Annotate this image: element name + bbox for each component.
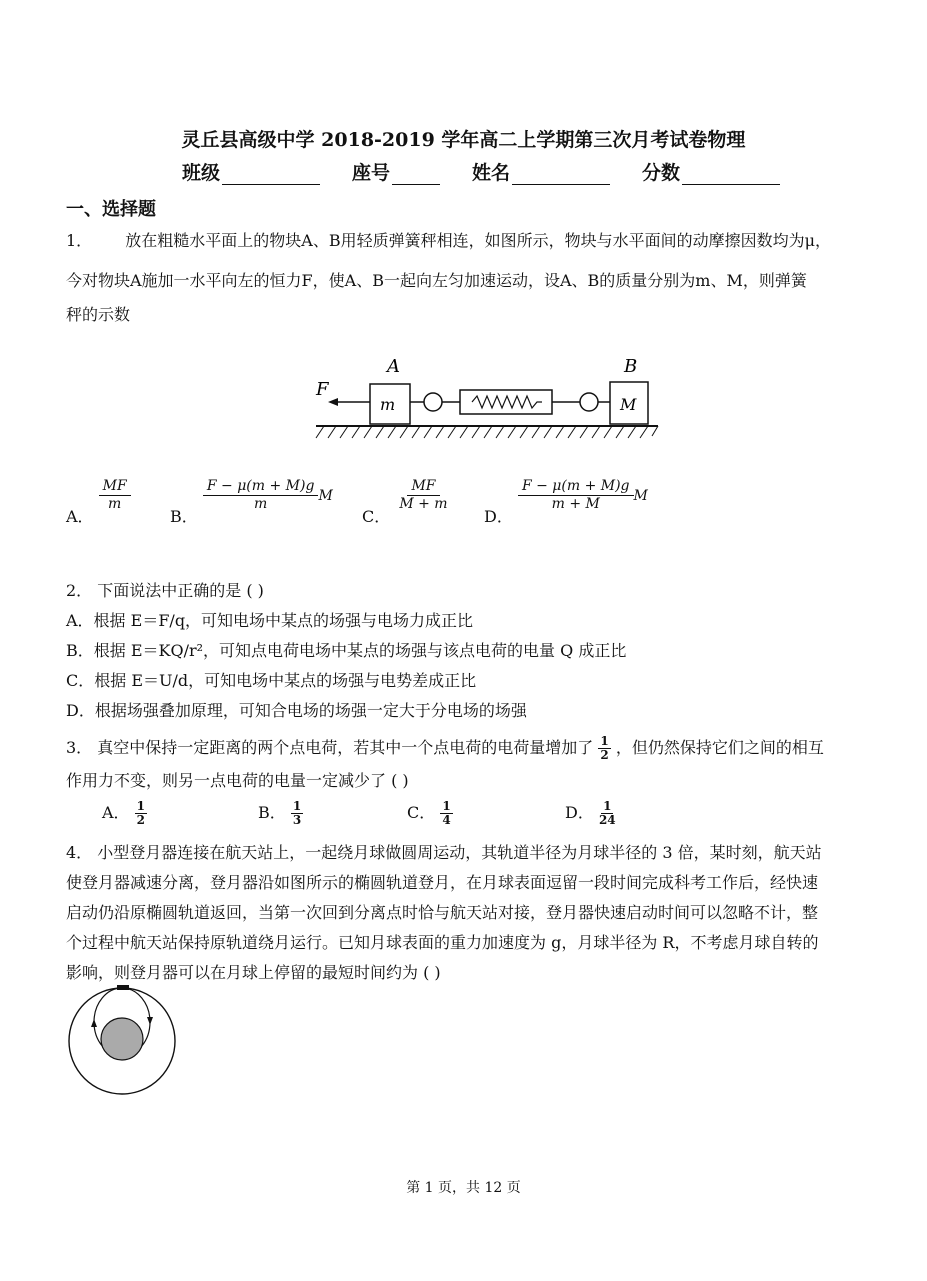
name-label: 姓名 xyxy=(472,162,511,184)
q2-option-b[interactable]: B．根据 E＝KQ/r²，可知点电荷电场中某点的场强与该点电荷的电量 Q 成正比 xyxy=(66,641,627,660)
frac-den: 2 xyxy=(136,813,146,827)
frac-den: m + M xyxy=(551,496,600,512)
q3-line1 xyxy=(66,735,824,762)
q2-option-c[interactable]: C．根据 E＝U/d，可知电场中某点的场强与电势差成正比 xyxy=(66,671,477,690)
orbit-arrow-right xyxy=(147,1017,153,1025)
q3-option-d-label: D． xyxy=(565,803,594,822)
name-field xyxy=(472,158,610,185)
q1-option-c-label: C． xyxy=(362,507,391,526)
fig-label-a: A xyxy=(387,356,400,377)
q1-spring-figure xyxy=(312,352,664,448)
frac-num: 1 xyxy=(136,799,146,813)
q3-stem-fraction xyxy=(598,735,610,762)
orbit-arrow-left xyxy=(91,1019,97,1027)
ground-hatching xyxy=(316,426,658,438)
q1-option-d-label: D． xyxy=(484,507,513,526)
class-field xyxy=(182,158,320,185)
name-blank[interactable] xyxy=(512,164,610,185)
q4-line5: 影响，则登月器可以在月球上停留的最短时间约为 ( ) xyxy=(66,963,441,982)
q1-option-d-fraction xyxy=(518,478,634,513)
q1-option-b[interactable] xyxy=(170,478,333,526)
frac-den: m xyxy=(108,496,122,512)
moon xyxy=(101,1018,143,1060)
q3-stem-before: 3． 真空中保持一定距离的两个点电荷，若其中一个点电荷的电荷量增加了 xyxy=(66,738,594,757)
hook-right xyxy=(580,393,598,411)
q1-option-c-fraction xyxy=(395,478,451,513)
frac-num: F − μ(m + M)g xyxy=(518,478,634,496)
fig-label-b: B xyxy=(624,356,638,377)
q3-option-d-fraction xyxy=(599,800,616,827)
frac-den: 24 xyxy=(598,813,616,827)
q1-number: 1． xyxy=(66,231,93,250)
q3-option-c-label: C． xyxy=(407,803,436,822)
space-station xyxy=(117,985,129,990)
q1-option-a-fraction xyxy=(99,478,131,513)
q1-line1 xyxy=(66,228,831,251)
q2-option-a[interactable]: A．根据 E＝F/q，可知电场中某点的场强与电场力成正比 xyxy=(66,611,474,630)
q3-option-a[interactable] xyxy=(102,800,147,827)
q1-option-d-suffix: M xyxy=(633,488,648,504)
frac-num: MF xyxy=(99,478,131,496)
spring-coil xyxy=(472,396,542,408)
frac-num: 1 xyxy=(442,799,451,813)
score-field xyxy=(642,158,780,185)
seat-blank[interactable] xyxy=(392,164,440,185)
frac-den: 3 xyxy=(292,813,302,827)
frac-num: MF xyxy=(407,478,439,496)
q3-stem-after: ，但仍然保持它们之间的相互 xyxy=(615,738,824,757)
q1-option-b-label: B． xyxy=(170,507,198,526)
q4-line1: 4． 小型登月器连接在航天站上，一起绕月球做圆周运动，其轨道半径为月球半径的 3 倍，某时刻，航天站 xyxy=(66,843,822,862)
q3-option-b-label: B． xyxy=(258,803,286,822)
seat-field xyxy=(352,158,440,185)
frac-num: 1 xyxy=(292,799,302,813)
seat-label: 座号 xyxy=(352,162,391,184)
q1-option-b-fraction xyxy=(203,478,319,513)
page-footer: 第 1 页，共 12 页 xyxy=(406,1180,521,1196)
q1-option-d[interactable] xyxy=(484,478,648,526)
q3-option-a-label: A． xyxy=(102,803,130,822)
q3-line2: 作用力不变，则另一点电荷的电量一定减少了 ( ) xyxy=(66,771,409,790)
q4-orbit-figure xyxy=(64,985,180,1097)
frac-den: 2 xyxy=(600,748,609,762)
fig-label-f: F xyxy=(316,379,329,400)
q1-line3: 秤的示数 xyxy=(66,305,131,324)
q3-option-b[interactable] xyxy=(258,800,303,827)
q3-option-a-fraction xyxy=(135,800,147,827)
frac-num: F − μ(m + M)g xyxy=(203,478,319,496)
frac-den: 4 xyxy=(442,813,451,827)
q4-line4: 个过程中航天站保持原轨道绕月运行。已知月球表面的重力加速度为 g，月球半径为 R，不考虑月球自转的 xyxy=(66,933,819,952)
q3-option-c-fraction xyxy=(440,800,452,827)
class-label: 班级 xyxy=(182,162,221,184)
frac-num: 1 xyxy=(603,799,612,813)
q1-option-c[interactable] xyxy=(362,478,452,526)
frac-den: M + m xyxy=(399,496,448,512)
q2-stem: 2． 下面说法中正确的是 ( ) xyxy=(66,581,264,600)
q4-line2: 使登月器减速分离，登月器沿如图所示的椭圆轨道登月，在月球表面逗留一段时间完成科考工作后，经快速 xyxy=(66,873,819,892)
q1-text1: 放在粗糙水平面上的物块A、B用轻质弹簧秤相连，如图所示，物块与水平面间的动摩擦因数均为μ， xyxy=(125,231,831,250)
hook-left xyxy=(424,393,442,411)
frac-num: 1 xyxy=(600,734,609,748)
q1-option-a[interactable] xyxy=(66,478,131,526)
frac-den: m xyxy=(254,496,268,512)
force-arrow-head xyxy=(328,398,338,406)
score-label: 分数 xyxy=(642,162,681,184)
q3-option-b-fraction xyxy=(291,800,303,827)
q1-option-b-suffix: M xyxy=(318,488,333,504)
q3-option-c[interactable] xyxy=(407,800,453,827)
block-b-mass: M xyxy=(620,395,637,414)
section-heading: 一、选择题 xyxy=(66,199,156,220)
block-a-mass: m xyxy=(380,395,396,414)
score-blank[interactable] xyxy=(682,164,780,185)
q3-option-d[interactable] xyxy=(565,800,616,827)
q2-option-d[interactable]: D．根据场强叠加原理，可知合电场的场强一定大于分电场的场强 xyxy=(66,701,527,720)
q1-option-a-label: A． xyxy=(66,507,94,526)
q1-line2: 今对物块A施加一水平向左的恒力F，使A、B一起向左匀加速运动，设A、B的质量分别为m、M，则弹簧 xyxy=(66,271,807,290)
page-title: 灵丘县高级中学 2018-2019 学年高二上学期第三次月考试卷物理 xyxy=(181,129,746,151)
class-blank[interactable] xyxy=(222,164,320,185)
q4-line3: 启动仍沿原椭圆轨道返回，当第一次回到分离点时恰与航天站对接，登月器快速启动时间可以忽略不计，整 xyxy=(66,903,819,922)
